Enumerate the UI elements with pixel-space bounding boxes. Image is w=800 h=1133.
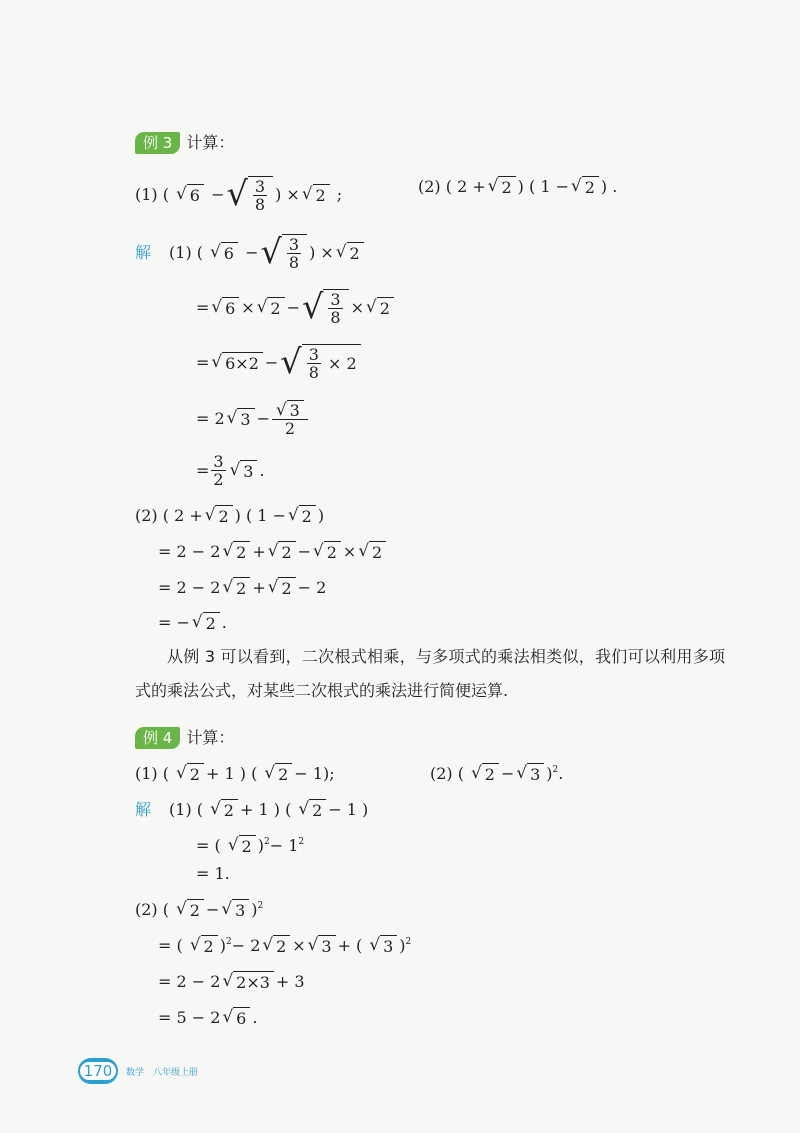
solution-label: 解 — [135, 242, 152, 262]
example-3-header — [135, 132, 234, 154]
example-3-solution-part-2-line-4: = − √ 2 . — [158, 611, 227, 633]
explanation-paragraph: 从例 3 可以看到，二次根式相乘，与多项式的乘法相类似，我们可以利用多项式的乘法公式，对某些二次根式的乘法进行简便运算. — [135, 647, 725, 700]
example-3-question-2: (2) ( 2 + √ 2 ) ( 1 − √ 2 ) . — [418, 175, 618, 197]
example-4-solution-line-2: = ( √ 2 ) $^2$ − 1 $^2$ — [196, 834, 305, 856]
example-3-question-1: (1) ( √ 6 − √ 3 8 ) × √ 2 ; — [135, 174, 343, 214]
page-footer — [78, 1058, 198, 1084]
example-3-solution-line-4: = 2 √ 3 − √ 3 2 — [196, 400, 310, 437]
example-4-badge: 例 4 — [135, 727, 180, 749]
example-4-question-2: (2) ( √ 2 − √ 3 ) $^2$ . — [430, 762, 564, 784]
page-number-badge — [78, 1058, 118, 1084]
example-3-solution-part-2-line-2: = 2 − 2 √ 2 + √ 2 − √ 2 × √ 2 — [158, 541, 388, 563]
example-3-solution-part-2-line-3: = 2 − 2 √ 2 + √ 2 − 2 — [158, 576, 327, 598]
page-number: 170 — [80, 1062, 117, 1080]
example-4-question-1: (1) ( √ 2 + 1 ) ( √ 2 − 1); — [135, 762, 335, 784]
example-4-solution-part-2-line-3: = 2 − 2 √ 2×3 + 3 — [158, 970, 305, 992]
example-3-solution-line-3: = √ 6×2 − √ 3 8 × 2 — [196, 344, 363, 381]
example-4-solution-part-2-line-4: = 5 − 2 √ 6 . — [158, 1006, 258, 1028]
example-3-badge: 例 3 — [135, 132, 180, 154]
example-3-solution-line-2: = √ 6 × √ 2 − √ 3 8 × √ 2 — [196, 289, 396, 326]
example-4-instruction: 计算： — [186, 728, 235, 747]
solution-label-2: 解 — [135, 800, 152, 819]
example-4-solution-line-3: = 1. — [196, 864, 230, 883]
example-4-header — [135, 727, 234, 749]
example-3-solution-part-2: (2) ( 2 + √ 2 ) ( 1 − √ 2 ) — [135, 504, 325, 526]
example-4-solution-part-2: (2) ( √ 2 − √ 3 ) $^2$ — [135, 898, 264, 920]
example-3-instruction: 计算： — [186, 133, 235, 152]
example-4-solution-part-2-line-2: = ( √ 2 ) $^2$ − 2 √ 2 × √ 3 + ( √ 3 ) $^2$ — [158, 934, 412, 956]
example-3-solution-line-1: 解 (1) ( √ 6 − √ 3 8 ) × √ 2 — [135, 234, 366, 271]
book-info: 数学 八年级上册 — [126, 1067, 199, 1078]
example-3-solution-line-5: = 3 2 √ 3 . — [196, 452, 265, 489]
example-4-solution-line-1: 解 (1) ( √ 2 + 1 ) ( √ 2 − 1 ) — [135, 798, 369, 820]
